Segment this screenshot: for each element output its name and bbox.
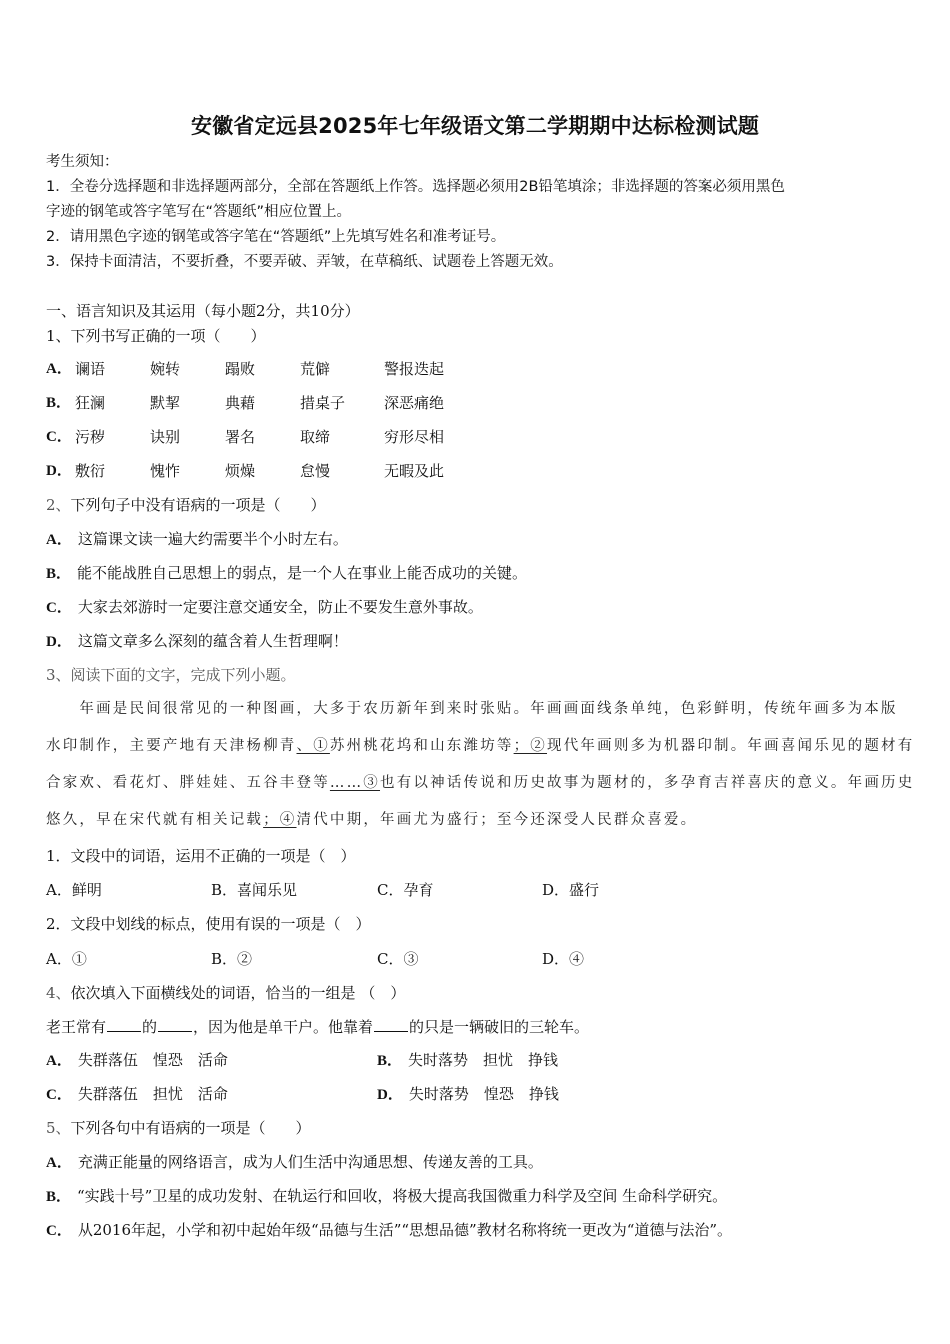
option-word: 婉转	[150, 360, 181, 378]
underlined-mark-1: 、①	[296, 738, 330, 754]
option: C．孕育	[377, 881, 434, 899]
option-label: C．	[46, 1223, 72, 1239]
question-text: 依次填入下面横线处的词语，恰当的一组是 （ ）	[70, 984, 406, 1002]
option-word: 狂澜	[75, 394, 106, 412]
underlined-mark-2: ；②	[513, 738, 548, 754]
option-label: C．	[46, 429, 72, 445]
notice-item: 字迹的钢笔或答字笔写在“答题纸”相应位置上。	[46, 204, 352, 220]
option: A．鲜明	[46, 881, 102, 899]
option-text: 这篇课文读一遍大约需要半个小时左右。	[77, 530, 348, 548]
option-word: 典藉	[225, 394, 256, 412]
option-label: C．	[46, 600, 72, 616]
q4-option-a	[46, 1050, 228, 1071]
option-word: 取缔	[300, 428, 331, 446]
option-text: 失时落势 担忧 挣钱	[408, 1051, 559, 1069]
option-text: 失群落伍 担忧 活命	[77, 1085, 228, 1103]
question-number: 4、	[46, 984, 71, 1002]
option-word: 措桌子	[300, 394, 346, 412]
option-label: B．	[377, 1053, 403, 1069]
option: B．喜闻乐见	[211, 881, 298, 899]
option-text: 充满正能量的网络语言，成为人们生活中沟通思想、传递友善的工具。	[77, 1153, 543, 1171]
question-5-stem	[46, 1118, 311, 1138]
option-word: 敷衍	[75, 462, 106, 480]
q5-option-a	[46, 1152, 543, 1173]
option-label: B．	[46, 1189, 72, 1205]
q4-option-b	[377, 1050, 558, 1071]
sub-question-1-stem: 1．文段中的词语，运用不正确的一项是（ ）	[46, 847, 356, 865]
option-word: 荒僻	[300, 360, 331, 378]
option-text: “实践十号”卫星的成功发射、在轨运行和回收，将极大提高我国微重力科学及空间 生命科学研究。	[77, 1187, 728, 1205]
passage-text: 苏州桃花坞和山东潍坊等	[329, 738, 514, 754]
passage-text: 合家欢、看花灯、胖娃娃、五谷丰登等	[46, 775, 330, 791]
option-word: 污秽	[75, 428, 106, 446]
question-number: 5、	[46, 1119, 71, 1137]
q5-option-c	[46, 1220, 732, 1241]
q2-option-d	[46, 631, 348, 652]
q4-option-c	[46, 1084, 228, 1105]
option-word: 怠慢	[300, 462, 331, 480]
q2-option-b	[46, 563, 527, 584]
option-text: 失群落伍 惶恐 活命	[77, 1051, 228, 1069]
option-word: 深恶痛绝	[384, 394, 445, 412]
question-number: 2、	[46, 496, 71, 514]
option-label: B．	[46, 566, 72, 582]
notice-item: 1．全卷分选择题和非选择题两部分，全部在答题纸上作答。选择题必须用2B铅笔填涂；非选择题的答案必须用黑色	[46, 179, 785, 195]
question-2-stem	[46, 495, 326, 515]
option-label: B．	[46, 395, 72, 411]
question-3-stem: 3、阅读下面的文字，完成下列小题。	[46, 666, 296, 684]
q2-option-a	[46, 529, 348, 550]
underlined-mark-4: ；④	[263, 812, 297, 828]
option-word: 诀别	[150, 428, 181, 446]
option-word: 谰语	[75, 360, 106, 378]
blank-1	[107, 1017, 141, 1032]
blank-2	[158, 1017, 192, 1032]
section-heading: 一、语言知识及其运用（每小题2分，共10分）	[46, 302, 360, 320]
option-text: 失时落势 惶恐 挣钱	[408, 1085, 559, 1103]
option-label: A．	[46, 532, 72, 548]
option-label: D．	[377, 1087, 403, 1103]
passage-line	[46, 736, 915, 756]
passage-text: 水印制作，主要产地有天津杨柳青	[46, 738, 297, 754]
notice-item: 3．保持卡面清洁，不要折叠，不要弄破、弄皱，在草稿纸、试题卷上答题无效。	[46, 254, 563, 270]
notice-item: 2．请用黑色字迹的钢笔或答字笔在“答题纸”上先填写姓名和准考证号。	[46, 229, 506, 245]
q4-option-d	[377, 1084, 559, 1105]
option-word: 烦燥	[225, 462, 256, 480]
option-word: 愧怍	[150, 462, 181, 480]
q5-option-b	[46, 1186, 727, 1207]
option: C．③	[377, 950, 419, 968]
option-label: D．	[46, 634, 72, 650]
option-text: 从2016年起，小学和初中起始年级“品德与生活”“思想品德”教材名称将统一更改为“道德与法治”。	[77, 1221, 733, 1239]
notice-heading: 考生须知：	[46, 154, 119, 170]
option: D．④	[542, 950, 585, 968]
q2-option-c	[46, 597, 483, 618]
sentence-part: 的只是一辆破旧的三轮车。	[409, 1018, 590, 1036]
option-label: A．	[46, 1053, 72, 1069]
sentence-part: 的	[142, 1018, 158, 1036]
option-word: 蹋败	[225, 360, 256, 378]
question-text: 下列句子中没有语病的一项是（ ）	[70, 496, 326, 514]
option-word: 无暇及此	[384, 462, 445, 480]
passage-line	[46, 773, 915, 793]
passage-text: 悠久，早在宋代就有相关记载	[46, 812, 264, 828]
option-text: 大家去郊游时一定要注意交通安全，防止不要发生意外事故。	[77, 598, 483, 616]
option-word: 警报迭起	[384, 360, 445, 378]
option-label: D．	[46, 463, 72, 479]
option-word: 默挈	[150, 394, 181, 412]
option-text: 这篇文章多么深刻的蕴含着人生哲理啊！	[77, 632, 348, 650]
option: B．②	[211, 950, 253, 968]
question-text: 下列各句中有语病的一项是（ ）	[70, 1119, 311, 1137]
option-word: 穷形尽相	[384, 428, 445, 446]
question-1-stem: 1、下列书写正确的一项（ ）	[46, 327, 266, 345]
passage-text: 现代年画则多为机器印制。年画喜闻乐见的题材有	[547, 738, 915, 754]
option-label: A．	[46, 1155, 72, 1171]
sentence-part: 老王常有	[46, 1018, 107, 1036]
passage-text: 也有以神话传说和历史故事为题材的，多孕育吉祥喜庆的意义。年画历史	[380, 775, 915, 791]
sentence-part: ，因为他是单干户。他靠着	[193, 1018, 374, 1036]
underlined-mark-3: ……③	[329, 775, 381, 791]
option-text: 能不能战胜自己思想上的弱点，是一个人在事业上能否成功的关键。	[77, 564, 528, 582]
passage-line: 年画是民间很常见的一种图画，大多于农历新年到来时张贴。年画画面线条单纯，色彩鲜明，传统年画多为本版	[46, 701, 898, 717]
option-label: C．	[46, 1087, 72, 1103]
blank-3	[374, 1017, 408, 1032]
option-word: 署名	[225, 428, 256, 446]
question-4-stem	[46, 983, 405, 1003]
page-title: 安徽省定远县2025年七年级语文第二学期期中达标检测试题	[190, 114, 760, 138]
sub-question-2-stem: 2．文段中划线的标点，使用有误的一项是（ ）	[46, 915, 371, 933]
passage-line	[46, 810, 906, 830]
option: A．①	[46, 950, 87, 968]
fill-in-sentence	[46, 1017, 589, 1037]
passage-text: 清代中期，年画尤为盛行；至今还深受人民群众喜爱。	[296, 812, 698, 828]
option-label: A．	[46, 361, 72, 377]
option: D．盛行	[542, 881, 600, 899]
